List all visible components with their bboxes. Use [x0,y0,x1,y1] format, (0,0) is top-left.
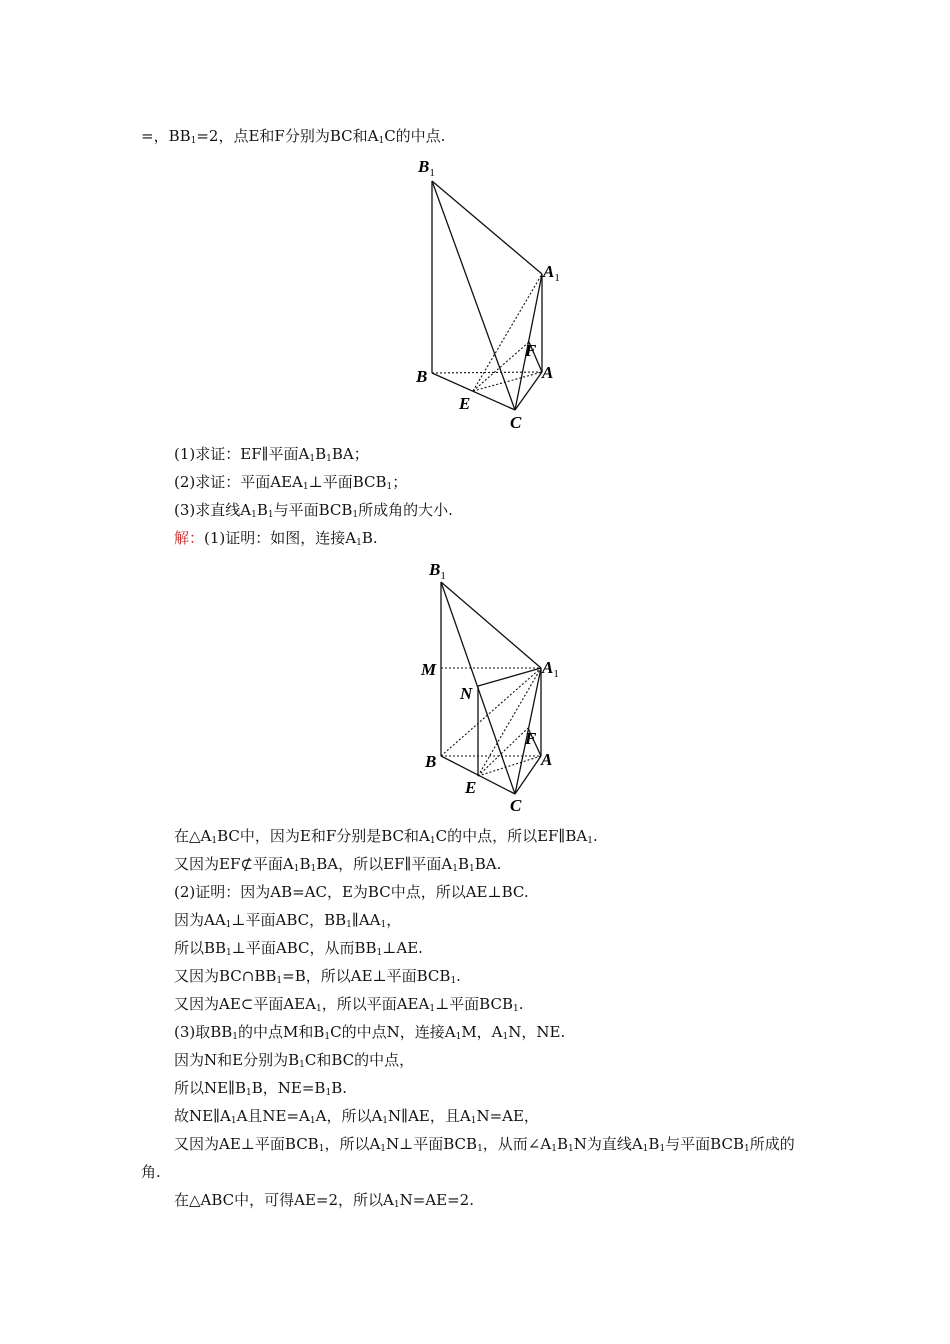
edge-E-A1 [478,668,541,776]
label-F: F [525,341,537,360]
intro-line: =，$BB_1=2$，点E和F分别为BC和$A_1C$的中点. [141,127,446,146]
label-M: M [421,660,437,679]
edge-B-A [432,372,542,373]
label-E: E [459,394,471,413]
question-3: (3)求直线$A_1B_1$与平面$BCB_1$所成角的大小. [174,501,453,520]
step-line-4: 因为$AA_1\perp$平面ABC，$BB_1\parallel AA_1$， [174,911,402,930]
label-A: A [542,363,554,382]
step-line-11: 故$NE\parallel A_1A$且$NE=A_1A$，所以$A_1N\parallel AE$，且$A_1N=AE$， [174,1107,539,1126]
step-line-1: 在$\triangle A_1BC$中，因为E和F分别是BC和$A_1C$的中点，所以$EF\parallel BA_1$. [174,827,598,846]
step-line-14: 在△ABC中，可得AE=2，所以$A_1N=AE=2$. [174,1191,474,1210]
figure-prism-2 [405,556,585,818]
label-B1: $B_1$ [429,560,446,582]
label-B: B [425,752,437,771]
step-line-3: (2)证明：因为AB=AC，E为BC中点，所以AE⊥BC. [174,883,529,901]
question-2: (2)求证：平面$AEA_1\perp$平面$BCB_1$； [174,473,408,492]
label-C: C [510,413,522,432]
step-line-2: 又因为EF⊄平面$A_1B_1BA$，所以EF∥平面$A_1B_1BA$. [174,855,502,874]
label-N: N [460,684,473,703]
solution-start: 解：(1)证明：如图，连接$A_1B$. [174,529,378,548]
step-line-8: (3)取$BB_1$的中点M和$B_1C$的中点N，连接$A_1M$，$A_1N$，NE. [174,1023,566,1042]
figure-prism-1 [405,148,585,438]
label-B: B [416,367,428,386]
label-E: E [465,778,477,797]
step-line-9: 因为N和E分别为$B_1C$和BC的中点， [174,1051,415,1070]
step-line-7: 又因为AE⊂平面$AEA_1$，所以平面$AEA_1\perp$平面$BCB_1$. [174,995,524,1014]
solution-label: 解： [174,529,205,547]
label-A: A [541,750,553,769]
question-1: (1)求证：EF∥平面$A_1B_1BA$； [174,445,369,464]
step-line-10: 所以$NE\parallel B_1B$，$NE=B_1B$. [174,1079,347,1098]
step-line-6: 又因为$BC\cap BB_1=B$，所以AE⊥平面$BCB_1$. [174,967,461,986]
label-A1: $A_1$ [543,262,560,284]
step-line-13: 角. [141,1163,161,1181]
edge-B-C [432,373,515,410]
label-B1: $B_1$ [418,157,435,179]
step-line-12: 又因为AE⊥平面$BCB_1$，所以$A_1N\perp$平面$BCB_1$，从而$\angle A_1B_1N$为直线$A_1B_1$与平面$BCB_1$所成的 [174,1135,795,1154]
label-A1: $A_1$ [542,658,559,680]
edge-E-A [478,756,541,776]
edge-E-A1 [473,274,542,391]
label-F: F [525,729,537,748]
step-line-5: 所以$BB_1\perp$平面ABC，从而$BB_1\perp AE$. [174,939,423,958]
label-C: C [510,796,522,815]
